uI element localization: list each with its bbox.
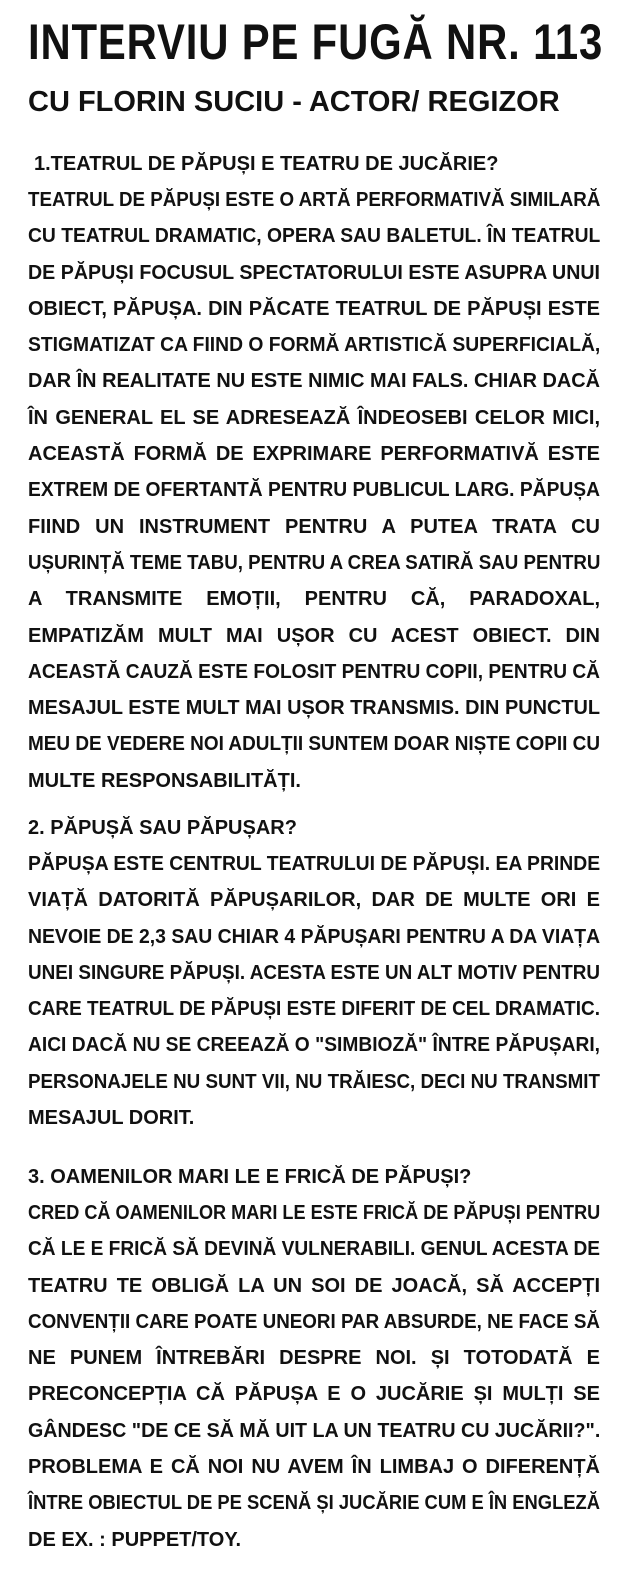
text-line: CĂ LE E FRICĂ SĂ DEVINĂ VULNERABILI. GENUL ACESTA DE — [28, 1238, 600, 1261]
text-line: STIGMATIZAT CA FIIND O FORMĂ ARTISTICĂ SUPERFICIALĂ, — [28, 334, 601, 357]
text-line: UȘURINȚĂ TEME TABU, PENTRU A CREA SATIRĂ SAU PENTRU — [28, 551, 601, 574]
section-3 — [28, 1159, 600, 1558]
text-line: ÎNTRE OBIECTUL DE PE SCENĂ ȘI JUCĂRIE CUM E ÎN ENGLEZĂ — [28, 1492, 601, 1515]
text-line: AICI DACĂ NU SE CREEAZĂ O "SIMBIOZĂ" ÎNTRE PĂPUȘARI, — [28, 1034, 600, 1057]
text-line: UNEI SINGURE PĂPUȘI. ACESTA ESTE UN ALT MOTIV PENTRU — [28, 961, 600, 984]
text-line: EMPATIZĂM MULT MAI UȘOR CU ACEST OBIECT. DIN — [28, 624, 600, 647]
question-heading: 1.TEATRUL DE PĂPUȘI E TEATRU DE JUCĂRIE? — [34, 153, 499, 175]
text-line: CRED CĂ OAMENILOR MARI LE ESTE FRICĂ DE PĂPUȘI PENTRU — [28, 1202, 601, 1224]
text-line: GÂNDESC "DE CE SĂ MĂ UIT LA UN TEATRU CU JUCĂRII?". — [28, 1419, 601, 1442]
text-line: CONVENȚII CARE POATE UNEORI PAR ABSURDE, NE FACE SĂ — [28, 1310, 600, 1333]
text-line: A TRANSMITE EMOȚII, PENTRU CĂ, PARADOXAL, — [28, 588, 600, 611]
section-1 — [28, 146, 600, 799]
text-line: NEVOIE DE 2,3 SAU CHIAR 4 PĂPUȘARI PENTRU A DA VIAȚA — [28, 925, 601, 948]
text-line: NE PUNEM ÎNTREBĂRI DESPRE NOI. ȘI TOTODATĂ E — [28, 1347, 600, 1370]
text-line: PRECONCEPȚIA CĂ PĂPUȘA E O JUCĂRIE ȘI MULȚI SE — [28, 1383, 600, 1406]
text-line: DE PĂPUȘI FOCUSUL SPECTATORULUI ESTE ASUPRA UNUI — [28, 261, 600, 284]
text-line: MESAJUL DORIT. — [28, 1107, 195, 1130]
text-line: FIIND UN INSTRUMENT PENTRU A PUTEA TRATA CU — [28, 515, 600, 538]
text-line: EXTREM DE OFERTANTĂ PENTRU PUBLICUL LARG. PĂPUȘA — [28, 479, 600, 502]
text-line: MESAJUL ESTE MULT MAI UȘOR TRANSMIS. DIN PUNCTUL — [28, 697, 600, 720]
text-line: DAR ÎN REALITATE NU ESTE NIMIC MAI FALS. CHIAR DACĂ — [28, 370, 600, 393]
page-title: INTERVIU PE FUGĂ NR. 113 — [28, 14, 604, 70]
text-line: MEU DE VEDERE NOI ADULȚII SUNTEM DOAR NIȘTE COPII CU — [28, 733, 600, 756]
text-line: VIAȚĂ DATORITĂ PĂPUȘARILOR, DAR DE MULTE ORI E — [28, 889, 600, 912]
text-line: ACEASTĂ CAUZĂ ESTE FOLOSIT PENTRU COPII, PENTRU CĂ — [28, 660, 600, 683]
answer-body — [28, 182, 600, 799]
text-line: CARE TEATRUL DE PĂPUȘI ESTE DIFERIT DE CEL DRAMATIC. — [28, 998, 600, 1021]
answer-body — [28, 846, 600, 1136]
page-subtitle: CU FLORIN SUCIU - ACTOR/ REGIZOR — [28, 86, 560, 118]
text-line: ÎN GENERAL EL SE ADRESEAZĂ ÎNDEOSEBI CELOR MICI, — [28, 406, 600, 429]
text-line: TEATRU TE OBLIGĂ LA UN SOI DE JOACĂ, SĂ ACCEPȚI — [28, 1274, 600, 1297]
text-line: PĂPUȘA ESTE CENTRUL TEATRULUI DE PĂPUȘI. EA PRINDE — [28, 853, 601, 875]
text-line: CU TEATRUL DRAMATIC, OPERA SAU BALETUL. ÎN TEATRUL — [28, 225, 601, 248]
text-line: PERSONAJELE NU SUNT VII, NU TRĂIESC, DECI NU TRANSMIT — [28, 1070, 600, 1093]
section-2 — [28, 810, 600, 1136]
text-line: OBIECT, PĂPUȘA. DIN PĂCATE TEATRUL DE PĂPUȘI ESTE — [28, 297, 600, 320]
question-heading: 2. PĂPUȘĂ SAU PĂPUȘAR? — [28, 817, 297, 839]
text-line: DE EX. : PUPPET/TOY. — [28, 1528, 242, 1551]
text-line: MULTE RESPONSABILITĂȚI. — [28, 769, 301, 792]
text-line: ACEASTĂ FORMĂ DE EXPRIMARE PERFORMATIVĂ ESTE — [28, 443, 600, 466]
question-heading: 3. OAMENILOR MARI LE E FRICĂ DE PĂPUȘI? — [28, 1166, 472, 1188]
text-line: PROBLEMA E CĂ NOI NU AVEM ÎN LIMBAJ O DIFERENȚĂ — [28, 1456, 600, 1479]
answer-body — [28, 1195, 600, 1558]
text-line: TEATRUL DE PĂPUȘI ESTE O ARTĂ PERFORMATIVĂ SIMILARĂ — [28, 189, 601, 211]
